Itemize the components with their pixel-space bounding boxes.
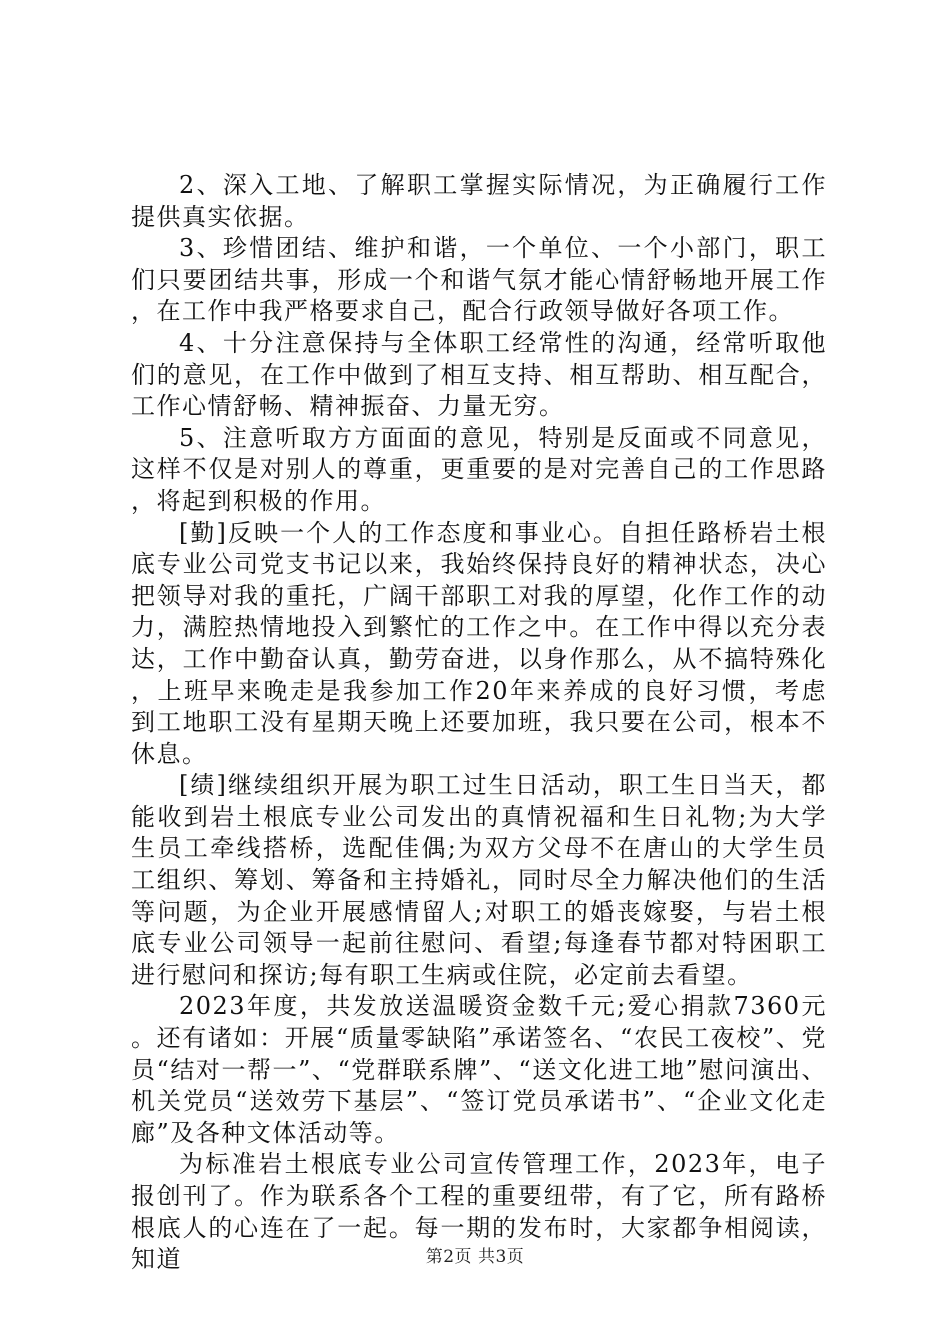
paragraph-item-2: 2、深入工地、了解职工掌握实际情况，为正确履行工作提供真实依据。: [131, 171, 827, 231]
paragraph-item-5: 5、注意听取方方面面的意见，特别是反面或不同意见，这样不仅是对别人的尊重，更重要的是对完善自己的工作思路，将起到积极的作用。: [131, 423, 827, 515]
paragraph-achievements: [绩]继续组织开展为职工过生日活动，职工生日当天，都能收到岩土根底专业公司发出的真情祝福和生日礼物;为大学生员工牵线搭桥，选配佳偶;为双方父母不在唐山的大学生员工组织、筹划、筹备和主持婚礼，同时尽全力解决他们的生活等问题，为企业开展感情留人;对职工的婚丧嫁娶，与岩土根底专业公司领导一起前往慰问、看望;每逢春节都对特困职工进行慰问和探访;每有职工生病或住院，必定前去看望。: [131, 771, 827, 989]
paragraph-item-4: 4、十分注意保持与全体职工经常性的沟通，经常听取他们的意见，在工作中做到了相互支持、相互帮助、相互配合，工作心情舒畅、精神振奋、力量无穷。: [131, 328, 827, 421]
paragraph-diligence: [勤]反映一个人的工作态度和事业心。自担任路桥岩土根底专业公司党支书记以来，我始终保持良好的精神状态，决心把领导对我的重托，广阔干部职工对我的厚望，化作工作的动力，满腔热情地投入到繁忙的工作之中。在工作中得以充分表达，工作中勤奋认真，勤劳奋进，以身作那么，从不搞特殊化，上班早来晚走是我参加工作20年来养成的良好习惯，考虑到工地职工没有星期天晚上还要加班，我只要在公司，根本不休息。: [131, 518, 827, 768]
document-body: [131, 170, 827, 1276]
paragraph-annual-funds: 2023年度，共发放送温暖资金数千元;爱心捐款7360元。还有诸如：开展“质量零缺陷”承诺签名、“农民工夜校”、党员“结对一帮一”、“党群联系牌”、“送文化进工地”慰问演出、机关党员“送效劳下基层”、“签订党员承诺书”、“企业文化走廊”及各种文体活动等。: [131, 992, 827, 1147]
paragraph-e-newspaper: 为标准岩土根底专业公司宣传管理工作，2023年，电子报创刊了。作为联系各个工程的重要纽带，有了它，所有路桥根底人的心连在了一起。每一期的发布时，大家都争相阅读，知道: [131, 1150, 827, 1274]
page-footer: 第2页 共3页: [425, 1247, 525, 1267]
paragraph-item-3: 3、珍惜团结、维护和谐，一个单位、一个小部门，职工们只要团结共事，形成一个和谐气氛才能心情舒畅地开展工作，在工作中我严格要求自己，配合行政领导做好各项工作。: [131, 234, 827, 326]
